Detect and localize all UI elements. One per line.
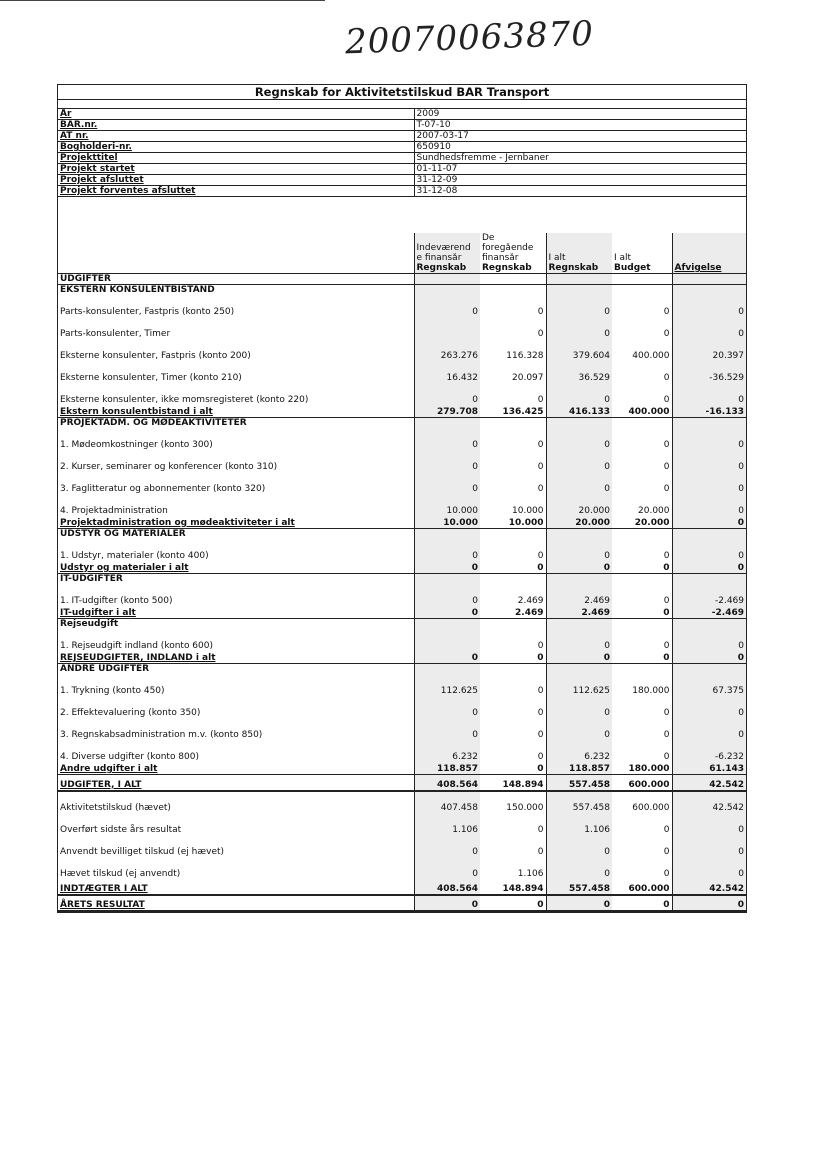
table-row [58,450,746,472]
cell-budget: 0 [663,328,670,339]
meta-label: Bogholderi-nr. [58,142,414,153]
cell-current-regnskab: 0 [414,383,480,405]
cell-previous-regnskab: 0 [537,394,544,405]
table-row [58,740,746,762]
cell-budget: 0 [612,895,672,911]
total-row [58,606,746,619]
cell-afvigelse: 0 [672,629,746,651]
cell-previous-regnskab: 2.469 [480,606,546,619]
row-label: Ekstern konsulentbistand i alt [58,405,414,418]
total-row [58,405,746,418]
row-label: Rejseudgift [60,618,119,629]
row-label: IT-udgifter i alt [58,606,414,619]
cell-total-regnskab: 0 [546,718,612,740]
cell-budget: 20.000 [612,516,672,529]
cell-current-regnskab: 0 [414,472,480,494]
cell-previous-regnskab: 0 [537,640,544,651]
total-row [58,762,746,775]
table-row [58,383,746,405]
meta-value: 2007-03-17 [414,131,746,142]
row-label: EKSTERN KONSULENTBISTAND [60,284,215,295]
cell-budget: 0 [663,306,670,317]
cell-total-regnskab: 0 [546,472,612,494]
table-row [58,317,746,339]
cell-afvigelse: 42.542 [672,791,746,813]
hdr-regnskab-2: Regnskab [480,263,546,274]
cell-afvigelse: 0 [672,835,746,857]
cell-total-regnskab: 0 [546,857,612,879]
hdr-c1-top [414,233,480,243]
cell-total-regnskab: 36.529 [546,361,612,383]
cell-current-regnskab: 112.625 [414,674,480,696]
cell-total-regnskab: 6.232 [546,740,612,762]
total-row [58,561,746,574]
total-row [58,775,746,791]
cell-afvigelse: -6.232 [672,740,746,762]
row-label: Overført sidste års resultat [60,824,182,835]
cell-budget: 180.000 [632,685,670,696]
meta-value: 31-12-08 [414,186,746,197]
cell-total-regnskab: 0 [546,450,612,472]
meta-value: T-07-10 [414,120,746,131]
cell-previous-regnskab: 2.469 [517,595,544,606]
table-row [58,361,746,383]
cell-budget: 0 [663,439,670,450]
cell-current-regnskab: 0 [414,857,480,879]
cell-budget: 0 [612,606,672,619]
cell-previous-regnskab: 148.894 [480,775,546,791]
table-row [58,791,746,813]
column-headers [58,233,746,285]
cell-previous-regnskab: 0 [480,895,546,911]
meta-label: År [58,109,414,120]
table-row [58,629,746,651]
meta-label: BAR.nr. [58,120,414,131]
cell-total-regnskab: 0 [546,428,612,450]
row-label: Projektadministration og mødeaktiviteter i alt [58,516,414,529]
cell-total-regnskab: 557.458 [546,879,612,895]
row-label: 1. Trykning (konto 450) [60,685,165,696]
cell-budget: 180.000 [612,762,672,775]
cell-current-regnskab: 1.106 [414,813,480,835]
meta-label: AT nr. [58,131,414,142]
hdr-c1-low: e finansår [414,253,480,263]
cell-current-regnskab: 263.276 [414,339,480,361]
cell-current-regnskab: 279.708 [414,405,480,418]
cell-budget: 0 [663,751,670,762]
cell-current-regnskab: 16.432 [414,361,480,383]
row-label: Eksterne konsulenter, Timer (konto 210) [60,372,242,383]
meta-row [58,109,746,120]
cell-previous-regnskab: 136.425 [480,405,546,418]
cell-afvigelse: 0 [672,895,746,911]
table-row [58,295,746,317]
ledger-table [58,233,746,912]
ledger-rows [58,285,746,911]
cell-budget: 0 [612,561,672,574]
cell-afvigelse: 0 [672,651,746,664]
row-label: Udstyr og materialer i alt [58,561,414,574]
cell-total-regnskab: 0 [546,317,612,339]
cell-previous-regnskab: 10.000 [480,516,546,529]
cell-total-regnskab: 0 [546,561,612,574]
section-row [58,664,746,674]
cell-current-regnskab: 0 [414,295,480,317]
cell-previous-regnskab: 0 [537,461,544,472]
cell-previous-regnskab: 0 [480,651,546,664]
total-row [58,895,746,911]
row-label: PROJEKTADM. OG MØDEAKTIVITETER [60,417,247,428]
meta-row [58,186,746,197]
row-label: 1. Udstyr, materialer (konto 400) [60,550,209,561]
meta-value: 650910 [414,142,746,153]
cell-budget: 0 [663,846,670,857]
cell-afvigelse: 0 [672,383,746,405]
cell-previous-regnskab: 0 [480,762,546,775]
row-label: INDTÆGTER I ALT [58,879,414,895]
cell-afvigelse: -2.469 [672,606,746,619]
cell-previous-regnskab: 150.000 [506,802,544,813]
cell-previous-regnskab: 0 [537,483,544,494]
cell-previous-regnskab: 0 [537,751,544,762]
cell-budget: 0 [663,595,670,606]
cell-afvigelse: -16.133 [672,405,746,418]
cell-budget: 0 [663,729,670,740]
row-label: Eksterne konsulenter, ikke momsregisteret (konto 220) [60,394,309,405]
cell-previous-regnskab: 0 [480,561,546,574]
cell-current-regnskab: 10.000 [414,494,480,516]
meta-value: Sundhedsfremme - Jernbaner [414,153,746,164]
cell-afvigelse: 42.542 [672,775,746,791]
cell-current-regnskab: 407.458 [414,791,480,813]
cell-previous-regnskab: 20.097 [512,372,544,383]
row-label: ANDRE UDGIFTER [60,663,150,674]
cell-budget: 400.000 [632,350,670,361]
hdr-regnskab-3: Regnskab [546,263,612,274]
cell-current-regnskab: 0 [414,584,480,606]
row-label: ÅRETS RESULTAT [58,895,414,911]
cell-current-regnskab: 0 [414,606,480,619]
section-udgifter: UDGIFTER [58,274,414,285]
table-row [58,835,746,857]
cell-budget: 0 [663,394,670,405]
cell-current-regnskab: 6.232 [414,740,480,762]
cell-afvigelse: 20.397 [672,339,746,361]
meta-label: Projekt startet [58,164,414,175]
cell-afvigelse: 0 [672,317,746,339]
cell-afvigelse: 0 [672,539,746,561]
handwritten-id: 20070063870 [344,13,595,63]
top-rule [0,0,325,5]
cell-budget: 600.000 [632,802,670,813]
total-row [58,651,746,664]
cell-current-regnskab: 0 [414,539,480,561]
cell-budget: 600.000 [612,879,672,895]
hdr-regnskab-1: Regnskab [414,263,480,274]
cell-total-regnskab: 2.469 [546,584,612,606]
cell-total-regnskab: 557.458 [546,775,612,791]
cell-previous-regnskab: 0 [537,729,544,740]
meta-label: Projekt afsluttet [58,175,414,186]
cell-afvigelse: -2.469 [672,584,746,606]
cell-total-regnskab: 2.469 [546,606,612,619]
row-label: Eksterne konsulenter, Fastpris (konto 200) [60,350,251,361]
cell-previous-regnskab: 0 [537,306,544,317]
cell-previous-regnskab: 10.000 [512,505,544,516]
cell-budget: 0 [663,824,670,835]
sheet-title: Regnskab for Aktivitetstilskud BAR Transport [58,85,746,100]
cell-total-regnskab: 112.625 [546,674,612,696]
cell-current-regnskab [414,629,480,651]
cell-budget: 0 [663,868,670,879]
cell-afvigelse: 61.143 [672,762,746,775]
row-label: UDGIFTER, I ALT [58,775,414,791]
cell-total-regnskab: 20.000 [546,494,612,516]
cell-previous-regnskab: 0 [537,439,544,450]
cell-current-regnskab: 0 [414,561,480,574]
cell-current-regnskab: 0 [414,895,480,911]
row-label: 2. Kurser, seminarer og konferencer (konto 310) [60,461,278,472]
row-label: UDSTYR OG MATERIALER [60,528,186,539]
meta-label: Projekt forventes afsluttet [58,186,414,197]
cell-afvigelse: 0 [672,494,746,516]
row-label: 3. Faglitteratur og abonnementer (konto 320) [60,483,266,494]
cell-total-regnskab: 0 [546,696,612,718]
cell-budget: 0 [663,707,670,718]
cell-current-regnskab: 118.857 [414,762,480,775]
hdr-c2-mid: foregående [482,243,534,253]
cell-total-regnskab: 416.133 [546,405,612,418]
cell-current-regnskab: 408.564 [414,775,480,791]
table-row [58,339,746,361]
table-row [58,494,746,516]
cell-current-regnskab: 0 [414,651,480,664]
cell-total-regnskab: 379.604 [546,339,612,361]
hdr-c4-low: I alt [614,253,632,263]
cell-afvigelse: 0 [672,718,746,740]
cell-afvigelse: 0 [672,857,746,879]
hdr-c1-mid: Indeværend [414,243,480,253]
cell-previous-regnskab: 0 [537,685,544,696]
cell-current-regnskab [414,317,480,339]
meta-row [58,142,746,153]
cell-total-regnskab: 0 [546,629,612,651]
cell-total-regnskab: 20.000 [546,516,612,529]
cell-afvigelse: 0 [672,450,746,472]
cell-total-regnskab: 0 [546,895,612,911]
total-row [58,879,746,895]
row-label: 1. IT-udgifter (konto 500) [60,595,173,606]
cell-afvigelse: -36.529 [672,361,746,383]
section-row [58,574,746,584]
row-label: Parts-konsulenter, Timer [60,328,171,339]
cell-current-regnskab: 0 [414,428,480,450]
cell-afvigelse: 0 [672,813,746,835]
meta-label: Projekttitel [58,153,414,164]
hdr-c2-top: De [482,233,495,243]
row-label: Aktivitetstilskud (hævet) [60,802,171,813]
cell-current-regnskab: 10.000 [414,516,480,529]
table-row [58,428,746,450]
meta-value: 2009 [414,109,746,120]
accounting-sheet [57,84,747,913]
row-label: 2. Effektevaluering (konto 350) [60,707,201,718]
cell-total-regnskab: 557.458 [546,791,612,813]
cell-budget: 0 [663,461,670,472]
cell-afvigelse: 0 [672,696,746,718]
cell-total-regnskab: 0 [546,295,612,317]
cell-budget: 0 [663,372,670,383]
table-row [58,472,746,494]
cell-total-regnskab: 118.857 [546,762,612,775]
meta-table [58,109,746,197]
row-label: 3. Regnskabsadministration m.v. (konto 850) [60,729,263,740]
row-label: Andre udgifter i alt [58,762,414,775]
cell-previous-regnskab: 0 [537,846,544,857]
cell-afvigelse: 67.375 [672,674,746,696]
cell-budget: 0 [663,483,670,494]
section-row [58,529,746,539]
row-label: REJSEUDGIFTER, INDLAND i alt [58,651,414,664]
meta-row [58,153,746,164]
hdr-c2-low: finansår [482,253,519,263]
cell-current-regnskab: 0 [414,718,480,740]
hdr-afvigelse: Afvigelse [672,263,746,274]
hdr-c3-low: I alt [546,253,612,263]
cell-total-regnskab: 0 [546,383,612,405]
table-row [58,813,746,835]
table-row [58,718,746,740]
row-label: Parts-konsulenter, Fastpris (konto 250) [60,306,235,317]
cell-budget: 0 [663,640,670,651]
hdr-budget: Budget [612,263,672,274]
meta-row [58,131,746,142]
cell-current-regnskab: 408.564 [414,879,480,895]
row-label: 4. Diverse udgifter (konto 800) [60,751,199,762]
cell-afvigelse: 42.542 [672,879,746,895]
cell-previous-regnskab: 0 [537,707,544,718]
cell-afvigelse: 0 [672,472,746,494]
cell-budget: 0 [663,550,670,561]
meta-value: 31-12-09 [414,175,746,186]
total-row [58,516,746,529]
meta-row [58,164,746,175]
cell-total-regnskab: 0 [546,651,612,664]
table-row [58,857,746,879]
cell-current-regnskab: 0 [414,835,480,857]
meta-row [58,175,746,186]
row-label: Anvendt bevilliget tilskud (ej hævet) [60,846,225,857]
cell-previous-regnskab: 1.106 [517,868,544,879]
cell-afvigelse: 0 [672,428,746,450]
section-row [58,619,746,629]
row-label: 1. Mødeomkostninger (konto 300) [60,439,213,450]
row-label: 1. Rejseudgift indland (konto 600) [60,640,213,651]
cell-afvigelse: 0 [672,295,746,317]
cell-budget: 400.000 [612,405,672,418]
cell-previous-regnskab: 116.328 [506,350,544,361]
meta-value: 01-11-07 [414,164,746,175]
cell-previous-regnskab: 0 [537,550,544,561]
section-row [58,418,746,428]
table-row [58,696,746,718]
row-label: 4. Projektadministration [60,505,168,516]
table-row [58,539,746,561]
cell-afvigelse: 0 [672,516,746,529]
section-row [58,285,746,295]
cell-budget: 20.000 [638,505,670,516]
row-label: Hævet tilskud (ej anvendt) [60,868,181,879]
cell-total-regnskab: 0 [546,835,612,857]
cell-current-regnskab: 0 [414,450,480,472]
meta-row [58,120,746,131]
cell-afvigelse: 0 [672,561,746,574]
cell-budget: 0 [612,651,672,664]
cell-total-regnskab: 0 [546,539,612,561]
table-row [58,674,746,696]
table-row [58,584,746,606]
cell-current-regnskab: 0 [414,696,480,718]
row-label: IT-UDGIFTER [60,573,123,584]
cell-previous-regnskab: 0 [537,328,544,339]
cell-previous-regnskab: 148.894 [480,879,546,895]
cell-total-regnskab: 1.106 [546,813,612,835]
cell-budget: 600.000 [612,775,672,791]
cell-previous-regnskab: 0 [537,824,544,835]
